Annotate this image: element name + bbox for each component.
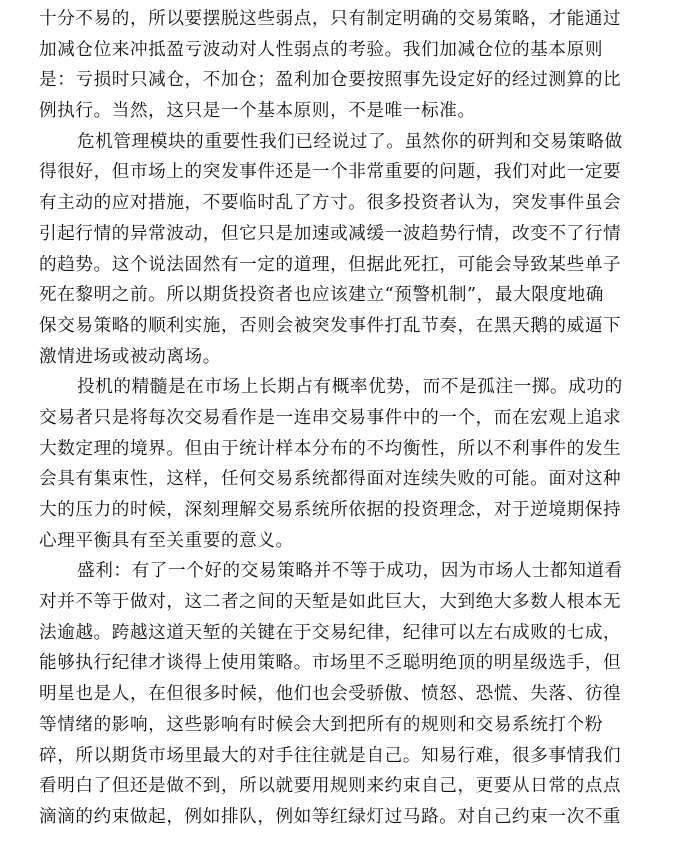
text-line: 是：亏损时只减仓，不加仓；盈利加仓要按照事先设定好的经过测算的比	[39, 70, 622, 91]
text-line: 盛利：有了一个好的交易策略并不等于成功，因为市场人士都知道看	[77, 561, 623, 582]
text-line: 能够执行纪律才谈得上使用策略。市场里不乏聪明绝顶的明星级选手，但	[39, 653, 622, 674]
paragraph	[39, 556, 623, 832]
text-line: 得很好，但市场上的突发事件还是一个非常重要的问题，我们对此一定要	[39, 162, 622, 183]
paragraph	[39, 127, 623, 373]
text-line: 对并不等于做对，这二者之间的天堑是如此巨大，大到绝大多数人根本无	[39, 592, 622, 613]
text-line: 加减仓位来冲抵盈亏波动对人性弱点的考验。我们加减仓位的基本原则	[39, 39, 604, 60]
text-line: 明星也是人，在但很多时候，他们也会受骄傲、愤怒、恐慌、失落、彷徨	[39, 684, 622, 705]
text-line: 碎，所以期货市场里最大的对手往往就是自己。知易行难，很多事情我们	[39, 745, 622, 766]
text-line: 死在黎明之前。所以期货投资者也应该建立“预警机制”，最大限度地确	[39, 285, 605, 306]
text-line: 法逾越。跨越这道天堑的关键在于交易纪律，纪律可以左右成败的七成，	[39, 622, 622, 643]
text-line: 大数定理的境界。但由于统计样本分布的不均衡性，所以不利事件的发生	[39, 438, 622, 459]
text-line: 的趋势。这个说法固然有一定的道理，但据此死扛，可能会导致某些单子	[39, 254, 622, 275]
paragraph	[39, 372, 623, 556]
text-line: 十分不易的，所以要摆脱这些弱点，只有制定明确的交易策略，才能通过	[39, 9, 622, 29]
text-line: 保交易策略的顺利实施，否则会被突发事件打乱节奏，在黑天鹅的威逼下	[39, 315, 622, 336]
text-line: 看明白了但还是做不到，所以就要用规则来约束自己，更要从日常的点点	[39, 776, 622, 797]
text-line: 心理平衡具有至关重要的意义。	[39, 530, 294, 551]
text-line: 滴滴的约束做起，例如排队，例如等红绿灯过马路。对自己约束一次不重	[39, 806, 622, 827]
text-line: 激情进场或被动离场。	[39, 346, 221, 367]
text-line: 会具有集束性，这样，任何交易系统都得面对连续失败的可能。面对这种	[39, 469, 622, 490]
text-line: 危机管理模块的重要性我们已经说过了。虽然你的研判和交易策略做	[77, 131, 623, 152]
text-line: 例执行。当然，这只是一个基本原则，不是唯一标准。	[39, 101, 476, 122]
text-line: 交易者只是将每次交易看作是一连串交易事件中的一个，而在宏观上追求	[39, 407, 622, 428]
paragraph	[39, 4, 622, 127]
text-line: 投机的精髓是在市场上长期占有概率优势，而不是孤注一掷。成功的	[77, 377, 623, 398]
document-page	[39, 4, 623, 833]
text-line: 有主动的应对措施，不要临时乱了方寸。很多投资者认为，突发事件虽会	[39, 193, 622, 214]
text-line: 大的压力的时候，深刻理解交易系统所依据的投资理念，对于逆境期保持	[39, 500, 622, 520]
text-line: 等情绪的影响，这些影响有时候会大到把所有的规则和交易系统打个粉	[39, 714, 604, 735]
text-line: 引起行情的异常波动，但它只是加速或减缓一波趋势行情，改变不了行情	[39, 223, 622, 244]
